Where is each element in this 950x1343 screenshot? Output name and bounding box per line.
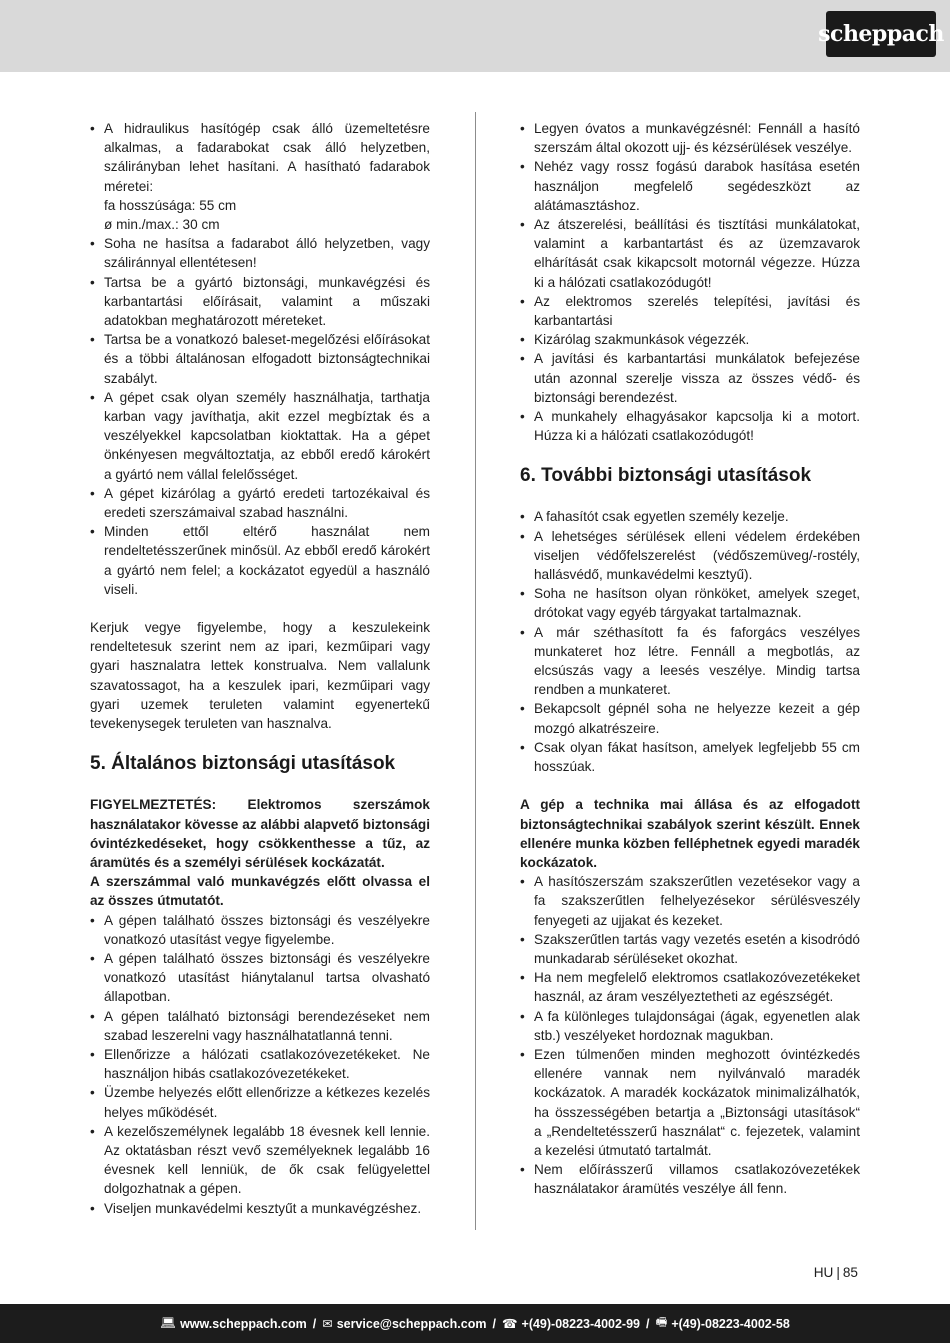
additional-safety-list (520, 507, 860, 776)
left-column (90, 119, 430, 1218)
footer-separator: / (312, 1316, 317, 1331)
read-instructions-paragraph: A szerszámmal való munkavégzés előtt olvassa el az összes útmutatót. (90, 874, 430, 909)
page-number-value: 85 (842, 1265, 858, 1280)
footer-website[interactable]: www.scheppach.com (180, 1316, 307, 1331)
list-item: • A fa különleges tulajdonságai (ágak, egyenetlen alak stb.) veszélyeket hordoznak magukban. (520, 1007, 860, 1045)
page-number-separator: | (836, 1265, 840, 1280)
logo-text: scheppach (818, 21, 944, 47)
residual-risk-paragraph: A gép a technika mai állása és az elfogadott biztonságtechnikai szabályok szerint készült. Ennek ellenére munka közben felléphetnek egyedi maradék kockázatok. (520, 797, 860, 870)
page-header (0, 0, 950, 72)
list-item: • A kezelőszemélynek legalább 18 évesnek kell lennie. Az oktatásban részt vevő személyeknek legalább 16 évesnek kell lenniük, de ők csak felügyelettel dolgozhatnak a gépen. (90, 1122, 430, 1199)
right-column (520, 119, 860, 1199)
scheppach-logo (818, 11, 944, 57)
footer-separator: / (492, 1316, 496, 1331)
list-item: • A javítási és karbantartási munkálatok befejezése után azonnal szerelje vissza az összes védő- és biztonsági berendezést. (520, 349, 860, 407)
residual-risk-list (520, 872, 860, 1198)
list-item: • A gépen található összes biztonsági és veszélyekre vonatkozó utasítást vegye figyelembe. (90, 911, 430, 949)
section-5-title: 5. Általános biztonsági utasítások (90, 753, 396, 775)
fax-icon: 🖷︎ (655, 1315, 668, 1329)
general-safety-list (90, 911, 430, 1218)
phone-icon: ☎︎ (501, 1317, 518, 1331)
work-safety-list (520, 119, 860, 445)
page-footer (0, 1304, 950, 1343)
intro-bullet-list (90, 119, 430, 599)
list-item: • Tartsa be a vonatkozó baleset-megelőzési előírásokat és a többi általánosan elfogadott biztonságtechnikai szabályt. (90, 330, 430, 388)
list-item: • Üzembe helyezés előtt ellenőrizze a kétkezes kezelés helyes működését. (90, 1083, 430, 1121)
list-item: • Az elektromos szerelés telepítési, javítási és karbantartási (520, 292, 860, 330)
list-item: • Nem előírásszerű villamos csatlakozóvezetékek használatakor áramütés veszélye áll fenn. (520, 1160, 860, 1198)
list-item: • A gépet csak olyan személy használhatja, tarthatja karban vagy javíthatja, akit ezzel megbíztak és a veszélyekkel kapcsolatban kioktattak. Ha a gépet önkényesen megváltoztatja, az ebből eredő károkért a gyártó nem vállal felelősséget. (90, 388, 430, 484)
list-item: • Bekapcsolt gépnél soha ne helyezze kezeit a gép mozgó alkatrészeire. (520, 699, 860, 737)
list-item: • A már széthasított fa és faforgács veszélyes munkateret hoz létre. Fennáll a megbotlás, az elcsúszás vagy a leesés veszélye. Mindig tartsa rendben a munkateret. (520, 623, 860, 700)
list-item: • Soha ne hasítson olyan rönköket, amelyek szeget, drótokat vagy egyéb tárgyakat tartalmaznak. (520, 584, 860, 622)
column-divider (475, 112, 476, 1230)
usage-paragraph: Kerjuk vegye figyelembe, hogy a keszulekeink rendeltetesuk szerint nem az ipari, kezműipari vagy gyari hasznalatra lettek konstrualva. Nem vallalunk szavatossagot, ha a keszulek ipari, kezműipari vagy gyari uzemek teruleten valamint egyenertekű tevekenysegek teruleten van hasznalva. (90, 620, 430, 732)
footer-fax: +(49)-08223-4002-58 (671, 1316, 790, 1331)
list-item: • A gépet kizárólag a gyártó eredeti tartozékaival és eredeti szerszámaival szabad használni. (90, 484, 430, 522)
mail-icon: ✉︎ (322, 1317, 333, 1331)
list-item: • A lehetséges sérülések elleni védelem érdekében viseljen védőfelszerelést (védőszemüveg/-rostély, hallásvédő, munkavédelmi kesztyű). (520, 527, 860, 585)
footer-separator: / (646, 1316, 650, 1331)
list-item: • A fahasítót csak egyetlen személy kezelje. (520, 507, 860, 526)
list-item: • A gépen található összes biztonsági és veszélyekre vonatkozó utasítást hiánytalanul tartsa olvasható állapotban. (90, 949, 430, 1007)
computer-icon: 💻︎ (160, 1316, 177, 1330)
list-item: • Nehéz vagy rossz fogású darabok hasítása esetén használjon megfelelő segédeszközt az alátámasztáshoz. (520, 157, 860, 215)
list-item: • A gépen található biztonsági berendezéseket nem szabad leszerelni vagy használhatatlanná tenni. (90, 1007, 430, 1045)
warning-paragraph: FIGYELMEZTETÉS: Elektromos szerszámok használatakor kövesse az alábbi alapvető biztonsági óvintézkedéseket, hogy csökkenthesse a tűz, az áramütés és a személyi sérülések kockázatát. (90, 797, 430, 870)
list-item: • Ellenőrizze a hálózati csatlakozóvezetékeket. Ne használjon hibás csatlakozóvezetékeket. (90, 1045, 430, 1083)
list-item: • Az átszerelési, beállítási és tisztítási munkálatokat, valamint a karbantartást és az üzemzavarok elhárítását csak kikapcsolt motornál végezze. Húzza ki a hálózati csatlakozódugót! (520, 215, 860, 292)
section-6-title: 6. További biztonsági utasítások (520, 465, 812, 487)
list-item: • A munkahely elhagyásakor kapcsolja ki a motort. Húzza ki a hálózati csatlakozódugót! (520, 407, 860, 445)
list-item: • A hasítószerszám szakszerűtlen vezetésekor vagy a fa szakszerűtlen felhelyezésekor sérülésveszély fenyegeti az ujjakat és kezeket. (520, 872, 860, 930)
list-item: • Csak olyan fákat hasítson, amelyek legfeljebb 55 cm hosszúak. (520, 738, 860, 776)
list-item: • Minden ettől eltérő használat nem rendeltetésszerűnek minősül. Az ebből eredő károkért a gyártó nem felel; a kockázatot egyedül a használó viseli. (90, 522, 430, 599)
list-item: • Ezen túlmenően minden meghozott óvintézkedés ellenére vannak nem nyilvánvaló maradék kockázatok. A maradék kockázatok minimalizálhatók, ha összességében betartja a „Biztonsági utasítások“ a „Rendeltetésszerű használat“ c. fejezetek, valamint a kezelési útmutató tartalmát. (520, 1045, 860, 1160)
footer-phone: +(49)-08223-4002-99 (521, 1316, 641, 1331)
list-item: • Legyen óvatos a munkavégzésnél: Fennáll a hasító szerszám által okozott ujj- és kézsérülések veszélye. (520, 119, 860, 157)
list-item: • Viseljen munkavédelmi kesztyűt a munkavégzéshez. (90, 1199, 430, 1218)
language-code: HU (813, 1265, 834, 1280)
list-item: • Kizárólag szakmunkások végezzék. (520, 330, 860, 349)
footer-email[interactable]: service@scheppach.com (336, 1316, 487, 1331)
list-item: • Soha ne hasítsa a fadarabot álló helyzetben, vagy száliránnyal ellentétesen! (90, 234, 430, 272)
page-number (814, 1265, 858, 1280)
list-item: • Szakszerűtlen tartás vagy vezetés esetén a kisodródó munkadarab sérüléseket okozhat. (520, 930, 860, 968)
list-item: • Tartsa be a gyártó biztonsági, munkavégzési és karbantartási előírásait, valamint a műszaki adatokban meghatározott méreteket. (90, 273, 430, 331)
list-item: • A hidraulikus hasítógép csak álló üzemeltetésre alkalmas, a fadarabokat csak álló helyzetben, szálirányban lehet hasítani. A hasítható fadarabok méretei: fa hosszúsága: 55 cm ø min./max.: 30 cm (90, 119, 430, 234)
list-item: • Ha nem megfelelő elektromos csatlakozóvezetékeket használ, az áram veszélyeztetheti az egészségét. (520, 968, 860, 1006)
